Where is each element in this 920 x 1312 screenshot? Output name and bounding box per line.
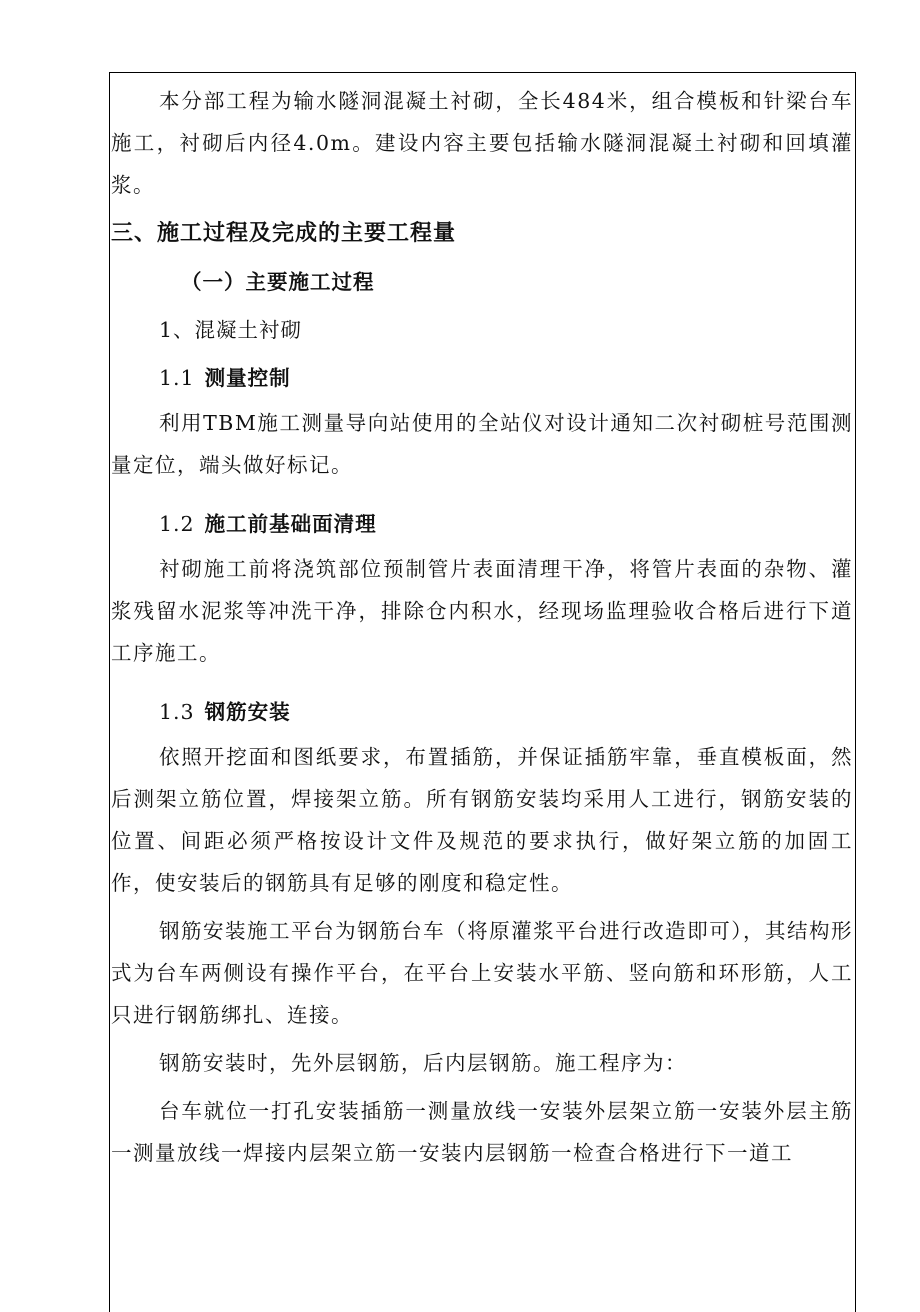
subsection-heading-1: （一）主要施工过程 [181,270,375,294]
heading-title: 测量控制 [204,366,291,390]
rebar-paragraph-4: 台车就位一打孔安装插筋一测量放线一安装外层架立筋一安装外层主筋一测量放线一焊接内层架立筋一安装内层钢筋一检查合格进行下一道工 [111,1099,853,1165]
clean-paragraph: 衬砌施工前将浇筑部位预制管片表面清理干净，将管片表面的杂物、灌浆残留水泥浆等冲洗干净，排除仓内积水，经现场监理验收合格后进行下道工序施工。 [111,557,853,665]
section-heading-3: 三、施工过程及完成的主要工程量 [111,221,457,246]
heading-number: 1.1 [159,366,195,390]
heading-1-2 [111,500,853,548]
rebar-paragraph-1: 依照开挖面和图纸要求，布置插筋，并保证插筋牢靠，垂直模板面，然后测架立筋位置，焊接架立筋。所有钢筋安装均采用人工进行，钢筋安装的位置、间距必须严格按设计文件及规范的要求执行，做好架立筋的加固工作，使安装后的钢筋具有足够的刚度和稳定性。 [111,745,853,895]
rebar-paragraph-3: 钢筋安装时，先外层钢筋，后内层钢筋。施工程序为： [159,1051,687,1075]
document-body [111,80,853,1174]
heading-title: 施工前基础面清理 [204,512,377,536]
heading-title: 钢筋安装 [204,700,291,724]
heading-number: 1.3 [159,700,195,724]
heading-1-3 [111,688,853,736]
heading-1-1 [111,354,853,402]
item-heading-1: 1、混凝土衬砌 [159,318,303,342]
intro-paragraph: 本分部工程为输水隧洞混凝土衬砌，全长484米，组合模板和针梁台车施工，衬砌后内径4.0m。建设内容主要包括输水隧洞混凝土衬砌和回填灌浆。 [111,89,853,197]
heading-number: 1.2 [159,512,195,536]
measure-paragraph: 利用TBM施工测量导向站使用的全站仪对设计通知二次衬砌桩号范围测量定位，端头做好标记。 [111,411,853,477]
rebar-paragraph-2: 钢筋安装施工平台为钢筋台车（将原灌浆平台进行改造即可），其结构形式为台车两侧设有操作平台，在平台上安装水平筋、竖向筋和环形筋，人工只进行钢筋绑扎、连接。 [111,919,853,1027]
